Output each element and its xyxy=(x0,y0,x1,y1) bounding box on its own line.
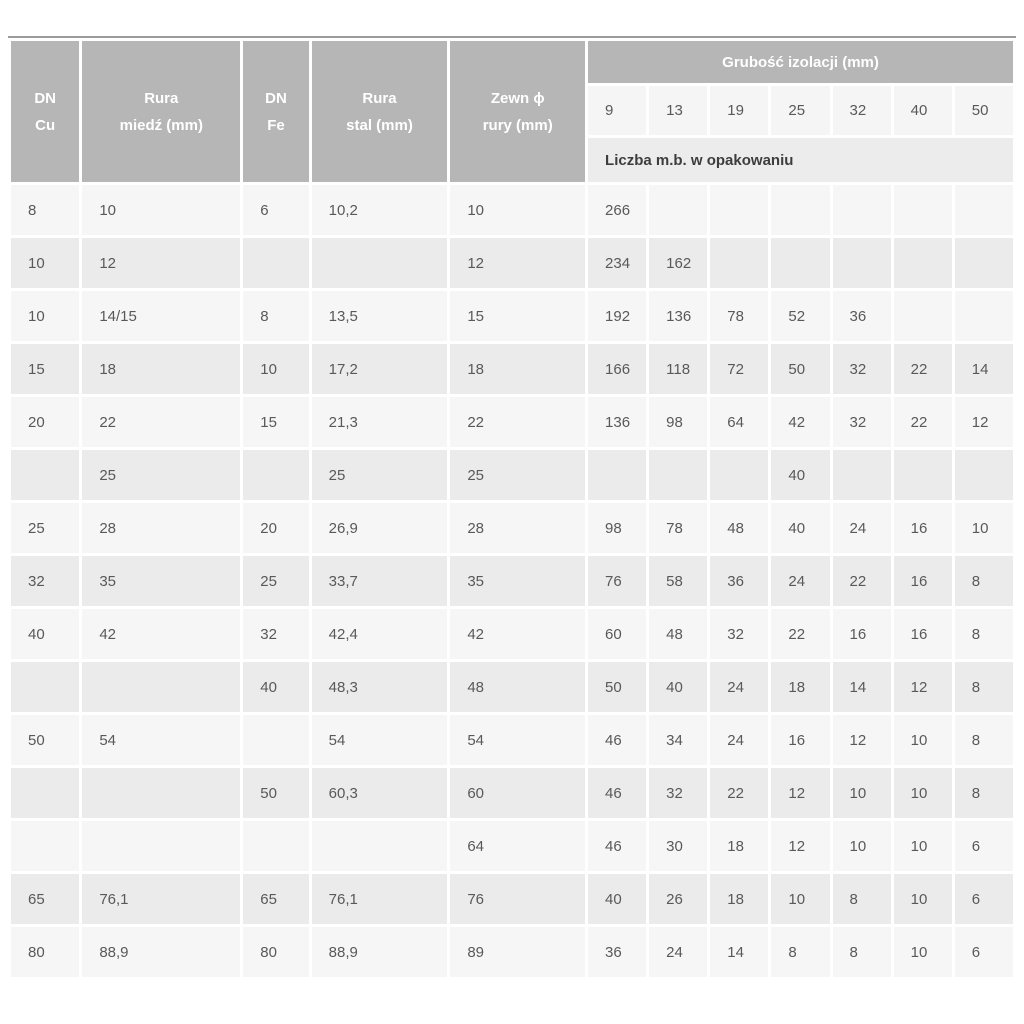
table-cell: 24 xyxy=(771,556,829,606)
table-cell xyxy=(833,185,891,235)
table-row xyxy=(11,821,1013,871)
table-cell: 12 xyxy=(894,662,952,712)
table-cell: 8 xyxy=(955,556,1013,606)
table-cell xyxy=(11,768,79,818)
header-grubosc-izolacji: Grubość izolacji (mm) xyxy=(588,41,1013,83)
table-cell xyxy=(771,185,829,235)
table-cell: 98 xyxy=(649,397,707,447)
table-cell: 26 xyxy=(649,874,707,924)
table-cell: 76 xyxy=(450,874,585,924)
table-cell: 22 xyxy=(450,397,585,447)
table-cell: 14/15 xyxy=(82,291,240,341)
table-cell xyxy=(11,821,79,871)
table-cell: 14 xyxy=(710,927,768,977)
table-cell: 32 xyxy=(649,768,707,818)
table-cell: 50 xyxy=(588,662,646,712)
table-cell: 42 xyxy=(450,609,585,659)
table-cell: 12 xyxy=(450,238,585,288)
table-cell: 32 xyxy=(833,344,891,394)
table-cell: 98 xyxy=(588,503,646,553)
table-cell: 162 xyxy=(649,238,707,288)
table-cell: 64 xyxy=(710,397,768,447)
table-cell: 60 xyxy=(588,609,646,659)
table-cell: 8 xyxy=(11,185,79,235)
table-cell: 40 xyxy=(649,662,707,712)
table-cell: 40 xyxy=(243,662,308,712)
table-cell: 14 xyxy=(833,662,891,712)
table-cell: 22 xyxy=(894,344,952,394)
thickness-value: 9 xyxy=(588,86,646,135)
table-cell: 10 xyxy=(833,821,891,871)
table-cell: 76,1 xyxy=(312,874,448,924)
table-cell xyxy=(894,238,952,288)
table-cell: 42 xyxy=(771,397,829,447)
table-cell: 78 xyxy=(710,291,768,341)
table-cell: 8 xyxy=(955,609,1013,659)
table-cell: 20 xyxy=(243,503,308,553)
table-cell: 54 xyxy=(450,715,585,765)
table-cell: 24 xyxy=(710,715,768,765)
table-cell xyxy=(82,821,240,871)
table-row xyxy=(11,344,1013,394)
table-cell: 18 xyxy=(450,344,585,394)
table-cell: 60,3 xyxy=(312,768,448,818)
header-dn-fe-line1: DN xyxy=(265,89,287,107)
table-cell xyxy=(955,185,1013,235)
table-cell xyxy=(894,450,952,500)
table-cell: 22 xyxy=(710,768,768,818)
table-cell: 25 xyxy=(243,556,308,606)
table-cell: 76 xyxy=(588,556,646,606)
table-cell: 42 xyxy=(82,609,240,659)
table-cell: 10 xyxy=(894,927,952,977)
table-cell: 8 xyxy=(833,927,891,977)
table-cell: 24 xyxy=(649,927,707,977)
table-cell: 48 xyxy=(450,662,585,712)
table-cell xyxy=(588,450,646,500)
table-cell: 32 xyxy=(243,609,308,659)
table-cell xyxy=(243,450,308,500)
table-cell: 40 xyxy=(771,450,829,500)
table-cell: 48 xyxy=(649,609,707,659)
table-cell: 10 xyxy=(11,238,79,288)
table-cell: 8 xyxy=(833,874,891,924)
table-cell xyxy=(243,715,308,765)
table-cell: 72 xyxy=(710,344,768,394)
header-zewn-phi-rury-line2: rury (mm) xyxy=(482,116,553,134)
table-cell: 50 xyxy=(243,768,308,818)
table-cell: 21,3 xyxy=(312,397,448,447)
table-cell: 234 xyxy=(588,238,646,288)
table-cell: 28 xyxy=(450,503,585,553)
table-cell: 10 xyxy=(450,185,585,235)
table-cell: 42,4 xyxy=(312,609,448,659)
table-cell xyxy=(894,185,952,235)
table-cell: 40 xyxy=(11,609,79,659)
table-cell: 76,1 xyxy=(82,874,240,924)
table-cell: 52 xyxy=(771,291,829,341)
table-cell: 36 xyxy=(833,291,891,341)
header-dn-cu xyxy=(11,41,79,182)
table-cell: 166 xyxy=(588,344,646,394)
header-rura-miedz-line1: Rura xyxy=(144,89,179,107)
table-cell xyxy=(771,238,829,288)
table-cell: 46 xyxy=(588,715,646,765)
table-cell: 10 xyxy=(894,715,952,765)
table-cell xyxy=(955,238,1013,288)
table-cell xyxy=(894,291,952,341)
table-cell: 32 xyxy=(11,556,79,606)
table-cell xyxy=(82,768,240,818)
table-cell: 88,9 xyxy=(82,927,240,977)
table-row xyxy=(11,291,1013,341)
table-cell: 36 xyxy=(710,556,768,606)
table-cell: 15 xyxy=(450,291,585,341)
table-cell: 22 xyxy=(771,609,829,659)
table-row xyxy=(11,715,1013,765)
table-row xyxy=(11,238,1013,288)
table-cell xyxy=(243,821,308,871)
table-cell: 28 xyxy=(82,503,240,553)
table-cell xyxy=(11,450,79,500)
table-cell: 10 xyxy=(243,344,308,394)
table-cell: 6 xyxy=(955,927,1013,977)
table-cell: 50 xyxy=(771,344,829,394)
table-row xyxy=(11,874,1013,924)
thickness-value: 50 xyxy=(955,86,1013,135)
table-cell: 22 xyxy=(894,397,952,447)
table-cell: 8 xyxy=(771,927,829,977)
header-rura-stal-line1: Rura xyxy=(362,89,397,107)
table-cell: 15 xyxy=(243,397,308,447)
thickness-value: 25 xyxy=(771,86,829,135)
header-dn-fe-line2: Fe xyxy=(267,116,285,134)
table-cell: 40 xyxy=(588,874,646,924)
table-cell xyxy=(312,821,448,871)
table-cell: 25 xyxy=(82,450,240,500)
table-cell xyxy=(710,238,768,288)
table-cell: 6 xyxy=(955,821,1013,871)
table-cell: 16 xyxy=(771,715,829,765)
table-cell: 10 xyxy=(11,291,79,341)
thickness-value: 40 xyxy=(894,86,952,135)
table-cell: 20 xyxy=(11,397,79,447)
table-cell: 25 xyxy=(11,503,79,553)
table-cell xyxy=(82,662,240,712)
header-dn-fe xyxy=(243,41,308,182)
table-cell: 30 xyxy=(649,821,707,871)
thickness-value: 13 xyxy=(649,86,707,135)
table-cell: 18 xyxy=(710,874,768,924)
table-cell: 22 xyxy=(82,397,240,447)
table-cell: 46 xyxy=(588,821,646,871)
table-cell: 10,2 xyxy=(312,185,448,235)
table-cell: 35 xyxy=(450,556,585,606)
header-rura-stal-line2: stal (mm) xyxy=(346,116,413,134)
table-cell: 16 xyxy=(833,609,891,659)
table-row xyxy=(11,503,1013,553)
table-cell: 65 xyxy=(243,874,308,924)
table-row xyxy=(11,185,1013,235)
table-cell: 58 xyxy=(649,556,707,606)
table-cell xyxy=(955,291,1013,341)
table-body xyxy=(11,185,1013,977)
table-cell xyxy=(649,185,707,235)
table-cell: 8 xyxy=(243,291,308,341)
table-cell: 12 xyxy=(955,397,1013,447)
table-cell xyxy=(833,238,891,288)
header-zewn-phi-rury xyxy=(450,41,585,182)
table-cell: 60 xyxy=(450,768,585,818)
header-row-top xyxy=(11,41,1013,83)
table-cell: 10 xyxy=(82,185,240,235)
table-row xyxy=(11,768,1013,818)
table-cell: 32 xyxy=(833,397,891,447)
header-rura-miedz xyxy=(82,41,240,182)
table-cell: 12 xyxy=(771,768,829,818)
table-row xyxy=(11,927,1013,977)
table-cell xyxy=(312,238,448,288)
table-cell: 78 xyxy=(649,503,707,553)
table-cell: 64 xyxy=(450,821,585,871)
table-cell: 16 xyxy=(894,556,952,606)
table-cell: 33,7 xyxy=(312,556,448,606)
table-row xyxy=(11,556,1013,606)
table-cell: 10 xyxy=(833,768,891,818)
table-cell xyxy=(710,450,768,500)
table-row xyxy=(11,662,1013,712)
table-cell: 13,5 xyxy=(312,291,448,341)
table-cell: 136 xyxy=(649,291,707,341)
table-cell: 88,9 xyxy=(312,927,448,977)
table-cell: 12 xyxy=(82,238,240,288)
table-cell xyxy=(833,450,891,500)
table-cell: 48,3 xyxy=(312,662,448,712)
table-cell: 50 xyxy=(11,715,79,765)
table-cell: 10 xyxy=(894,821,952,871)
table-cell: 6 xyxy=(955,874,1013,924)
table-cell: 118 xyxy=(649,344,707,394)
table-cell xyxy=(710,185,768,235)
table-cell: 17,2 xyxy=(312,344,448,394)
table-cell: 34 xyxy=(649,715,707,765)
table-cell: 24 xyxy=(710,662,768,712)
insulation-spec-table xyxy=(8,36,1016,980)
header-dn-cu-line1: DN xyxy=(34,89,56,107)
table-cell: 80 xyxy=(243,927,308,977)
table-cell: 65 xyxy=(11,874,79,924)
table-cell: 25 xyxy=(312,450,448,500)
table-cell: 266 xyxy=(588,185,646,235)
table-cell xyxy=(649,450,707,500)
table-cell xyxy=(11,662,79,712)
table-cell: 6 xyxy=(243,185,308,235)
header-zewn-phi-rury-line1: Zewn ϕ xyxy=(490,89,545,107)
table-cell: 40 xyxy=(771,503,829,553)
table-cell: 12 xyxy=(771,821,829,871)
table-cell: 26,9 xyxy=(312,503,448,553)
table-cell: 35 xyxy=(82,556,240,606)
table-cell: 8 xyxy=(955,768,1013,818)
table-cell xyxy=(955,450,1013,500)
table-cell: 16 xyxy=(894,609,952,659)
table-cell: 8 xyxy=(955,662,1013,712)
table-cell: 12 xyxy=(833,715,891,765)
header-rura-miedz-line2: miedź (mm) xyxy=(119,116,203,134)
table-row xyxy=(11,397,1013,447)
table-cell: 18 xyxy=(710,821,768,871)
table-cell: 18 xyxy=(82,344,240,394)
table-cell: 80 xyxy=(11,927,79,977)
packaging-label: Liczba m.b. w opakowaniu xyxy=(588,138,1013,182)
header-rura-stal xyxy=(312,41,448,182)
table-cell: 24 xyxy=(833,503,891,553)
table-cell: 15 xyxy=(11,344,79,394)
table-cell: 10 xyxy=(894,874,952,924)
table-cell: 10 xyxy=(955,503,1013,553)
table-cell: 25 xyxy=(450,450,585,500)
table-cell: 32 xyxy=(710,609,768,659)
table-cell: 10 xyxy=(894,768,952,818)
table-row xyxy=(11,609,1013,659)
table-cell: 46 xyxy=(588,768,646,818)
table-cell: 89 xyxy=(450,927,585,977)
table-cell: 54 xyxy=(82,715,240,765)
table-cell: 54 xyxy=(312,715,448,765)
table-cell: 18 xyxy=(771,662,829,712)
table-cell: 48 xyxy=(710,503,768,553)
table-cell: 36 xyxy=(588,927,646,977)
table-cell: 22 xyxy=(833,556,891,606)
table-cell: 10 xyxy=(771,874,829,924)
table-cell: 14 xyxy=(955,344,1013,394)
table-cell: 136 xyxy=(588,397,646,447)
header-dn-cu-line2: Cu xyxy=(35,116,56,134)
table-cell: 8 xyxy=(955,715,1013,765)
thickness-value: 19 xyxy=(710,86,768,135)
thickness-value: 32 xyxy=(833,86,891,135)
table-cell: 16 xyxy=(894,503,952,553)
table-cell: 192 xyxy=(588,291,646,341)
table-cell xyxy=(243,238,308,288)
table-row xyxy=(11,450,1013,500)
